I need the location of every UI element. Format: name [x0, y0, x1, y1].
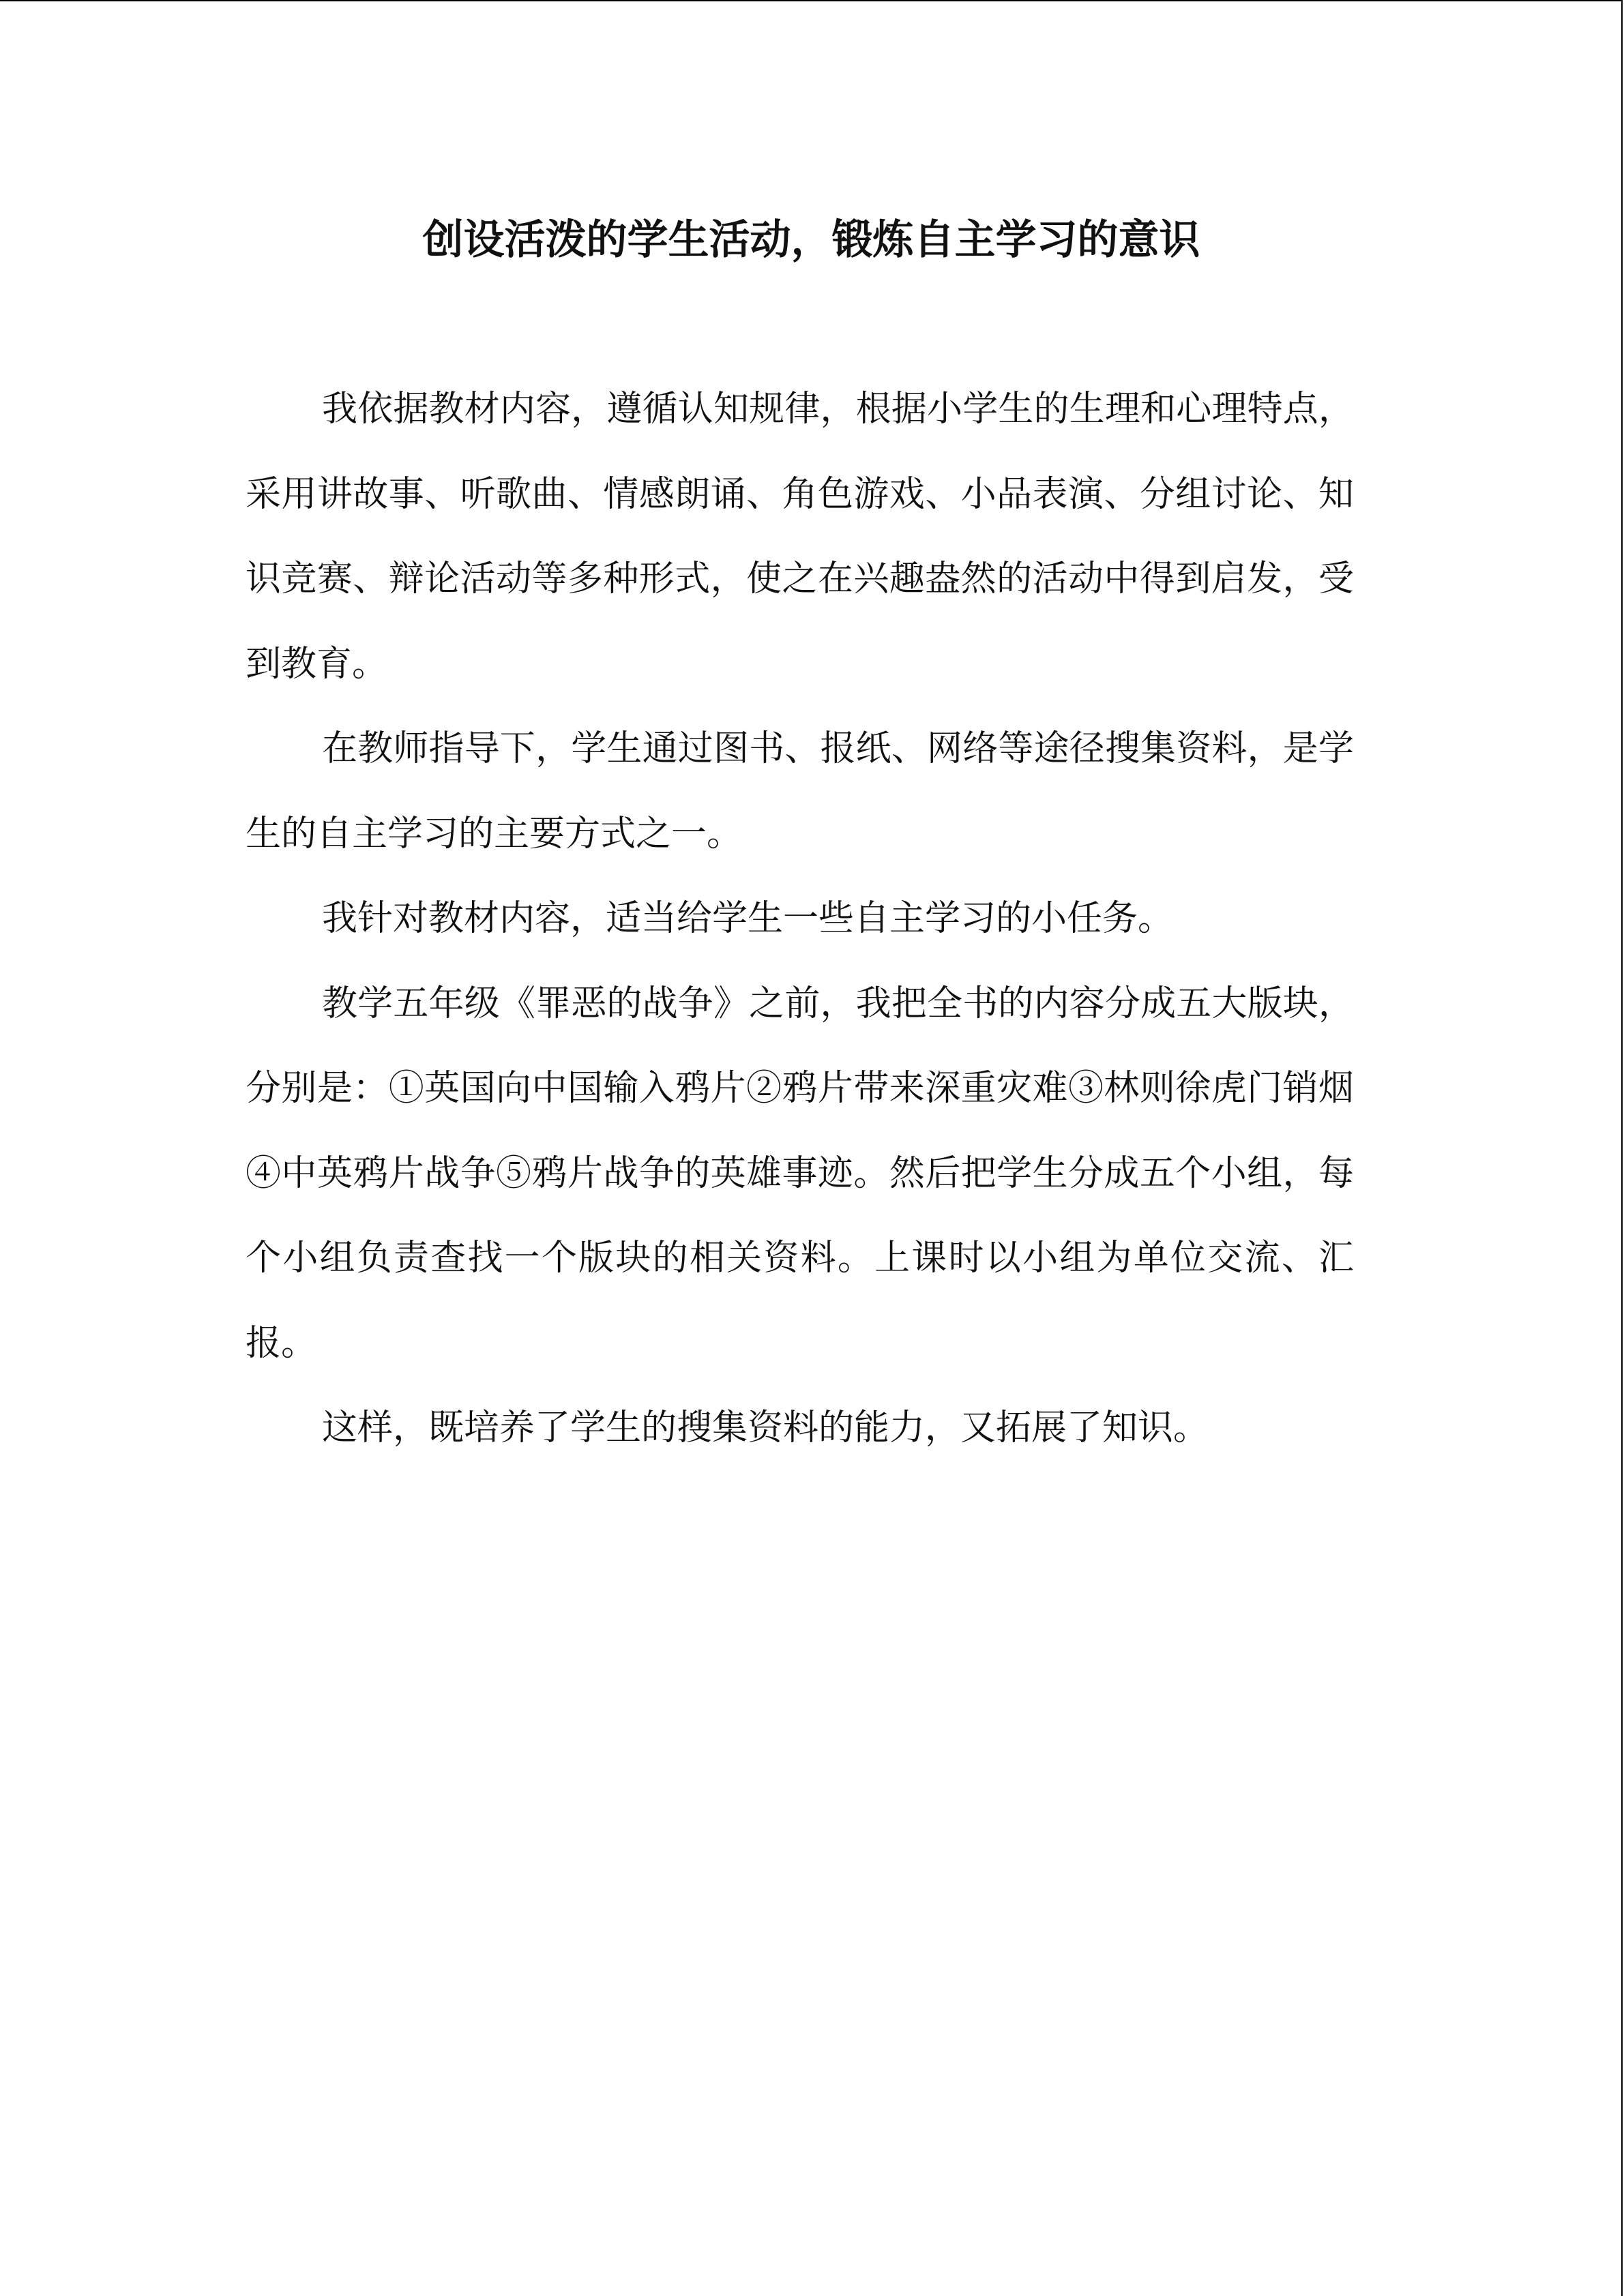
- paragraph-5: 这样，既培养了学生的搜集资料的能力，又拓展了知识。: [322, 1407, 1209, 1448]
- document-title: 创设活泼的学生活动，锻炼自主学习的意识: [422, 216, 1200, 264]
- paragraph-4: 教学五年级《罪恶的战争》之前，我把全书的内容分成五大版块，分别是：①英国向中国输入鸦片②鸦片带来深重灾难③林则徐虎门销烟④中英鸦片战争⑤鸦片战争的英雄事迹。然后把学生分成五个小组，每个小组负责查找一个版块的相关资料。上课时以小组为单位交流、汇报。: [246, 983, 1354, 1364]
- paragraph-1: 我依据教材内容，遵循认知规律，根据小学生的生理和心理特点，采用讲故事、听歌曲、情感朗诵、角色游戏、小品表演、分组讨论、知识竞赛、辩论活动等多种形式，使之在兴趣盎然的活动中得到启发，受到教育。: [246, 389, 1354, 685]
- document-body: [246, 367, 1354, 1471]
- paragraph-2: 在教师指导下，学生通过图书、报纸、网络等途径搜集资料，是学生的自主学习的主要方式之一。: [246, 728, 1354, 854]
- paragraph-3: 我针对教材内容，适当给学生一些自主学习的小任务。: [322, 898, 1174, 939]
